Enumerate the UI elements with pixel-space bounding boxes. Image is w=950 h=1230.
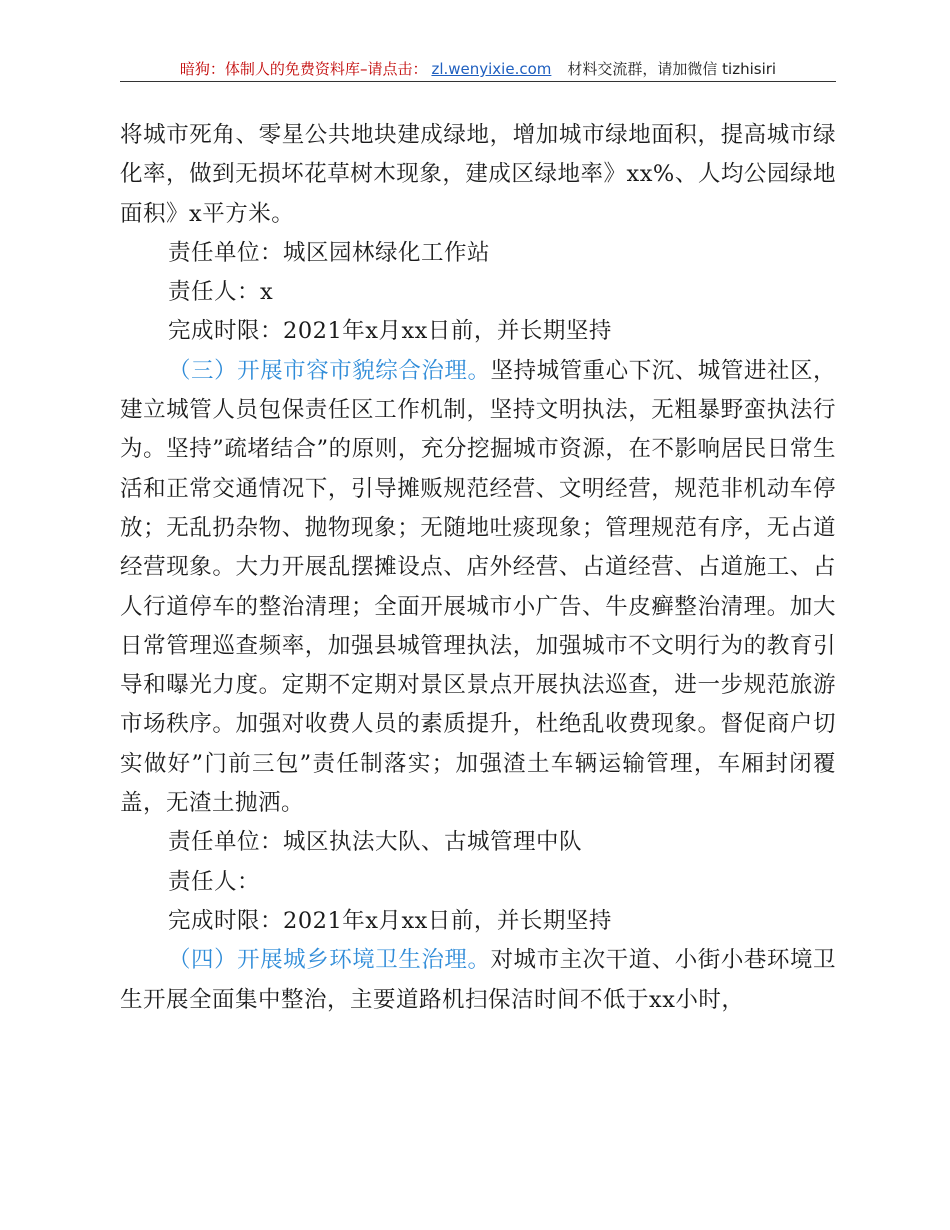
- document-body: [120, 116, 836, 1020]
- header-link[interactable]: zl.wenyixie.com: [431, 60, 552, 78]
- header-brand: 暗狗：体制人的免费资料库: [179, 60, 360, 78]
- responsible-person-1: 责任人：x: [168, 279, 274, 306]
- section-heading-4: （四）开展城乡环境卫生治理。: [168, 947, 491, 974]
- header-divider: [120, 81, 836, 82]
- responsible-unit-1: 责任单位：城区园林绿化工作站: [168, 239, 491, 266]
- header-prompt: –请点击：: [359, 60, 428, 78]
- section-body-3: 坚持城管重心下沉、城管进社区，建立城管人员包保责任区工作机制，坚持文明执法，无粗暴野蛮执法行为。坚持”疏堵结合”的原则，充分挖掘城市资源，在不影响居民日常生活和正常交通情况下，引导摊贩规范经营、文明经营，规范非机动车停放；无乱扔杂物、抛物现象；无随地吐痰现象；管理规范有序，无占道经营现象。大力开展乱摆摊设点、店外经营、占道经营、占道施工、占人行道停车的整治清理；全面开展城市小广告、牛皮癣整治清理。加大日常管理巡查频率，加强县城管理执法，加强城市不文明行为的教育引导和曝光力度。定期不定期对景区景点开展执法巡查，进一步规范旅游市场秩序。加强对收费人员的素质提升，杜绝乱收费现象。督促商户切实做好”门前三包”责任制落实；加强渣土车辆运输管理，车厢封闭覆盖，无渣土抛洒。: [120, 357, 836, 817]
- page-header: [120, 56, 836, 82]
- responsible-unit-2: 责任单位：城区执法大队、古城管理中队: [168, 829, 583, 856]
- paragraph-city-appearance: [120, 352, 836, 824]
- section-body-4: 对城市主次干道、小街小巷环境卫生开展全面集中整治，主要道路机扫保洁时间不低于xx小时，: [120, 947, 836, 1013]
- header-contact: 材料交流群，请加微信 tizhisiri: [567, 60, 777, 78]
- paragraph-sanitation: [120, 941, 836, 1020]
- paragraph-greening: 将城市死角、零星公共地块建成绿地，增加城市绿地面积，提高城市绿化率，做到无损坏花草树木现象，建成区绿地率》xx%、人均公园绿地面积》x平方米。: [120, 122, 836, 227]
- deadline-2: 完成时限：2021年x月xx日前，并长期坚持: [168, 907, 612, 934]
- section-heading-3: （三）开展市容市貌综合治理。: [168, 357, 491, 384]
- deadline-1: 完成时限：2021年x月xx日前，并长期坚持: [168, 318, 612, 345]
- responsible-person-2: 责任人：: [168, 868, 261, 895]
